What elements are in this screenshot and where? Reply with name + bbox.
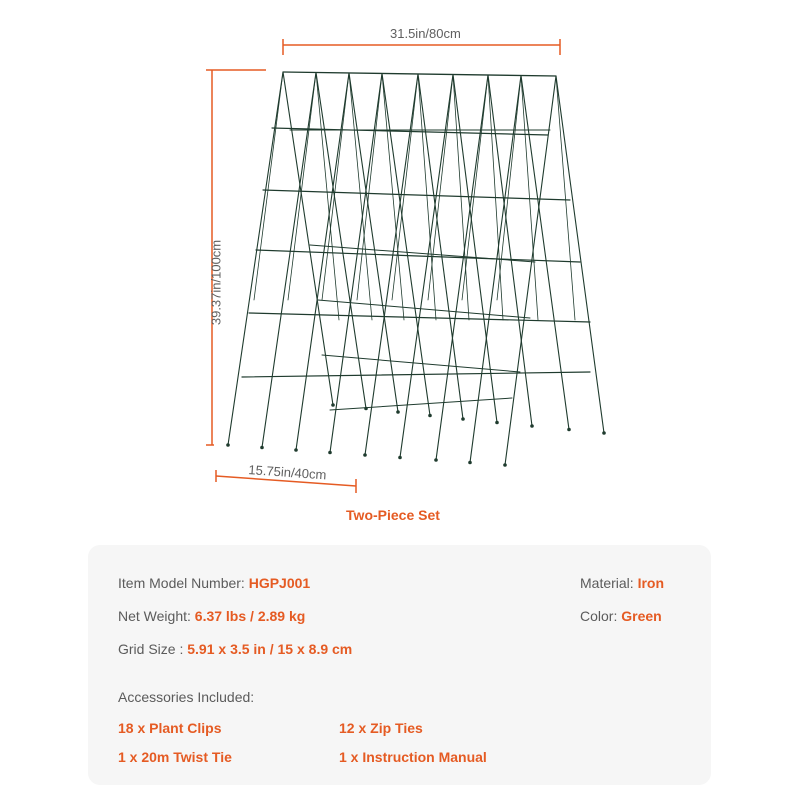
- trellis-stake-tip: [226, 443, 230, 447]
- trellis-diagonal: [428, 75, 453, 301]
- side-height-label: 39.37in/100cm: [208, 239, 224, 326]
- top-width-label: 31.5in/80cm: [390, 26, 461, 41]
- accessory-item: 12 x Zip Ties: [339, 720, 423, 736]
- net-weight-row: [118, 608, 305, 624]
- base-depth-label: 15.75in/40cm: [247, 462, 327, 483]
- grid-size-value: 5.91 x 3.5 in / 15 x 8.9 cm: [187, 641, 353, 657]
- color-row: [580, 608, 662, 624]
- trellis-diagonal: [462, 75, 488, 300]
- trellis-rung: [263, 190, 570, 200]
- material-value: Iron: [637, 575, 665, 591]
- trellis-stake-tip: [331, 403, 335, 407]
- trellis-diagonal: [357, 74, 382, 301]
- trellis-stake-tip: [428, 414, 432, 418]
- trellis-rung: [322, 355, 520, 372]
- trellis-stake-tip: [434, 458, 438, 462]
- trellis-stake-tip: [503, 463, 507, 467]
- material-row: [580, 575, 664, 591]
- dimension-lines: [206, 39, 560, 493]
- trellis-back-leg: [556, 76, 604, 433]
- trellis-rung: [256, 250, 580, 262]
- model-number-label: Item Model Number:: [118, 575, 249, 591]
- accessories-heading: Accessories Included:: [118, 689, 255, 705]
- trellis-stake-tip: [567, 428, 571, 432]
- trellis-stake-tip: [396, 410, 400, 414]
- trellis-back-leg: [382, 74, 430, 416]
- trellis-diagonal: [453, 75, 469, 321]
- accessory-item: 18 x Plant Clips: [118, 720, 222, 736]
- trellis-frame: [226, 72, 606, 467]
- trellis-diagonal: [497, 76, 521, 301]
- model-number-row: [118, 575, 310, 591]
- trellis-diagonal: [418, 74, 436, 320]
- trellis-back-leg: [521, 76, 569, 430]
- trellis-stake-tip: [602, 431, 606, 435]
- trellis-back-leg: [453, 75, 497, 423]
- accessory-item: 1 x Instruction Manual: [339, 749, 487, 765]
- specifications-card: [88, 545, 711, 785]
- trellis-diagonal: [254, 72, 283, 300]
- trellis-ridge: [283, 72, 556, 76]
- trellis-stake-tip: [461, 417, 465, 421]
- material-label: Material:: [580, 575, 638, 591]
- trellis-stake-tip: [398, 456, 402, 460]
- grid-size-row: [118, 641, 352, 657]
- trellis-rung: [242, 372, 590, 377]
- trellis-rung: [330, 398, 512, 410]
- trellis-stake-tip: [495, 421, 499, 425]
- model-number-value: HGPJ001: [248, 575, 311, 591]
- color-value: Green: [621, 608, 662, 624]
- set-caption: Two-Piece Set: [346, 507, 440, 523]
- net-weight-value: 6.37 lbs / 2.89 kg: [194, 608, 306, 624]
- trellis-stake-tip: [294, 448, 298, 452]
- trellis-stake-tip: [530, 424, 534, 428]
- trellis-stake-tip: [468, 461, 472, 465]
- trellis-stake-tip: [328, 451, 332, 455]
- accessory-item: 1 x 20m Twist Tie: [118, 749, 232, 765]
- trellis-diagonal: [392, 74, 418, 300]
- trellis-diagonal: [521, 76, 538, 321]
- trellis-stake-tip: [363, 453, 367, 457]
- color-label: Color:: [580, 608, 622, 624]
- net-weight-label: Net Weight:: [118, 608, 195, 624]
- trellis-stake-tip: [260, 446, 264, 450]
- grid-size-label: Grid Size :: [118, 641, 188, 657]
